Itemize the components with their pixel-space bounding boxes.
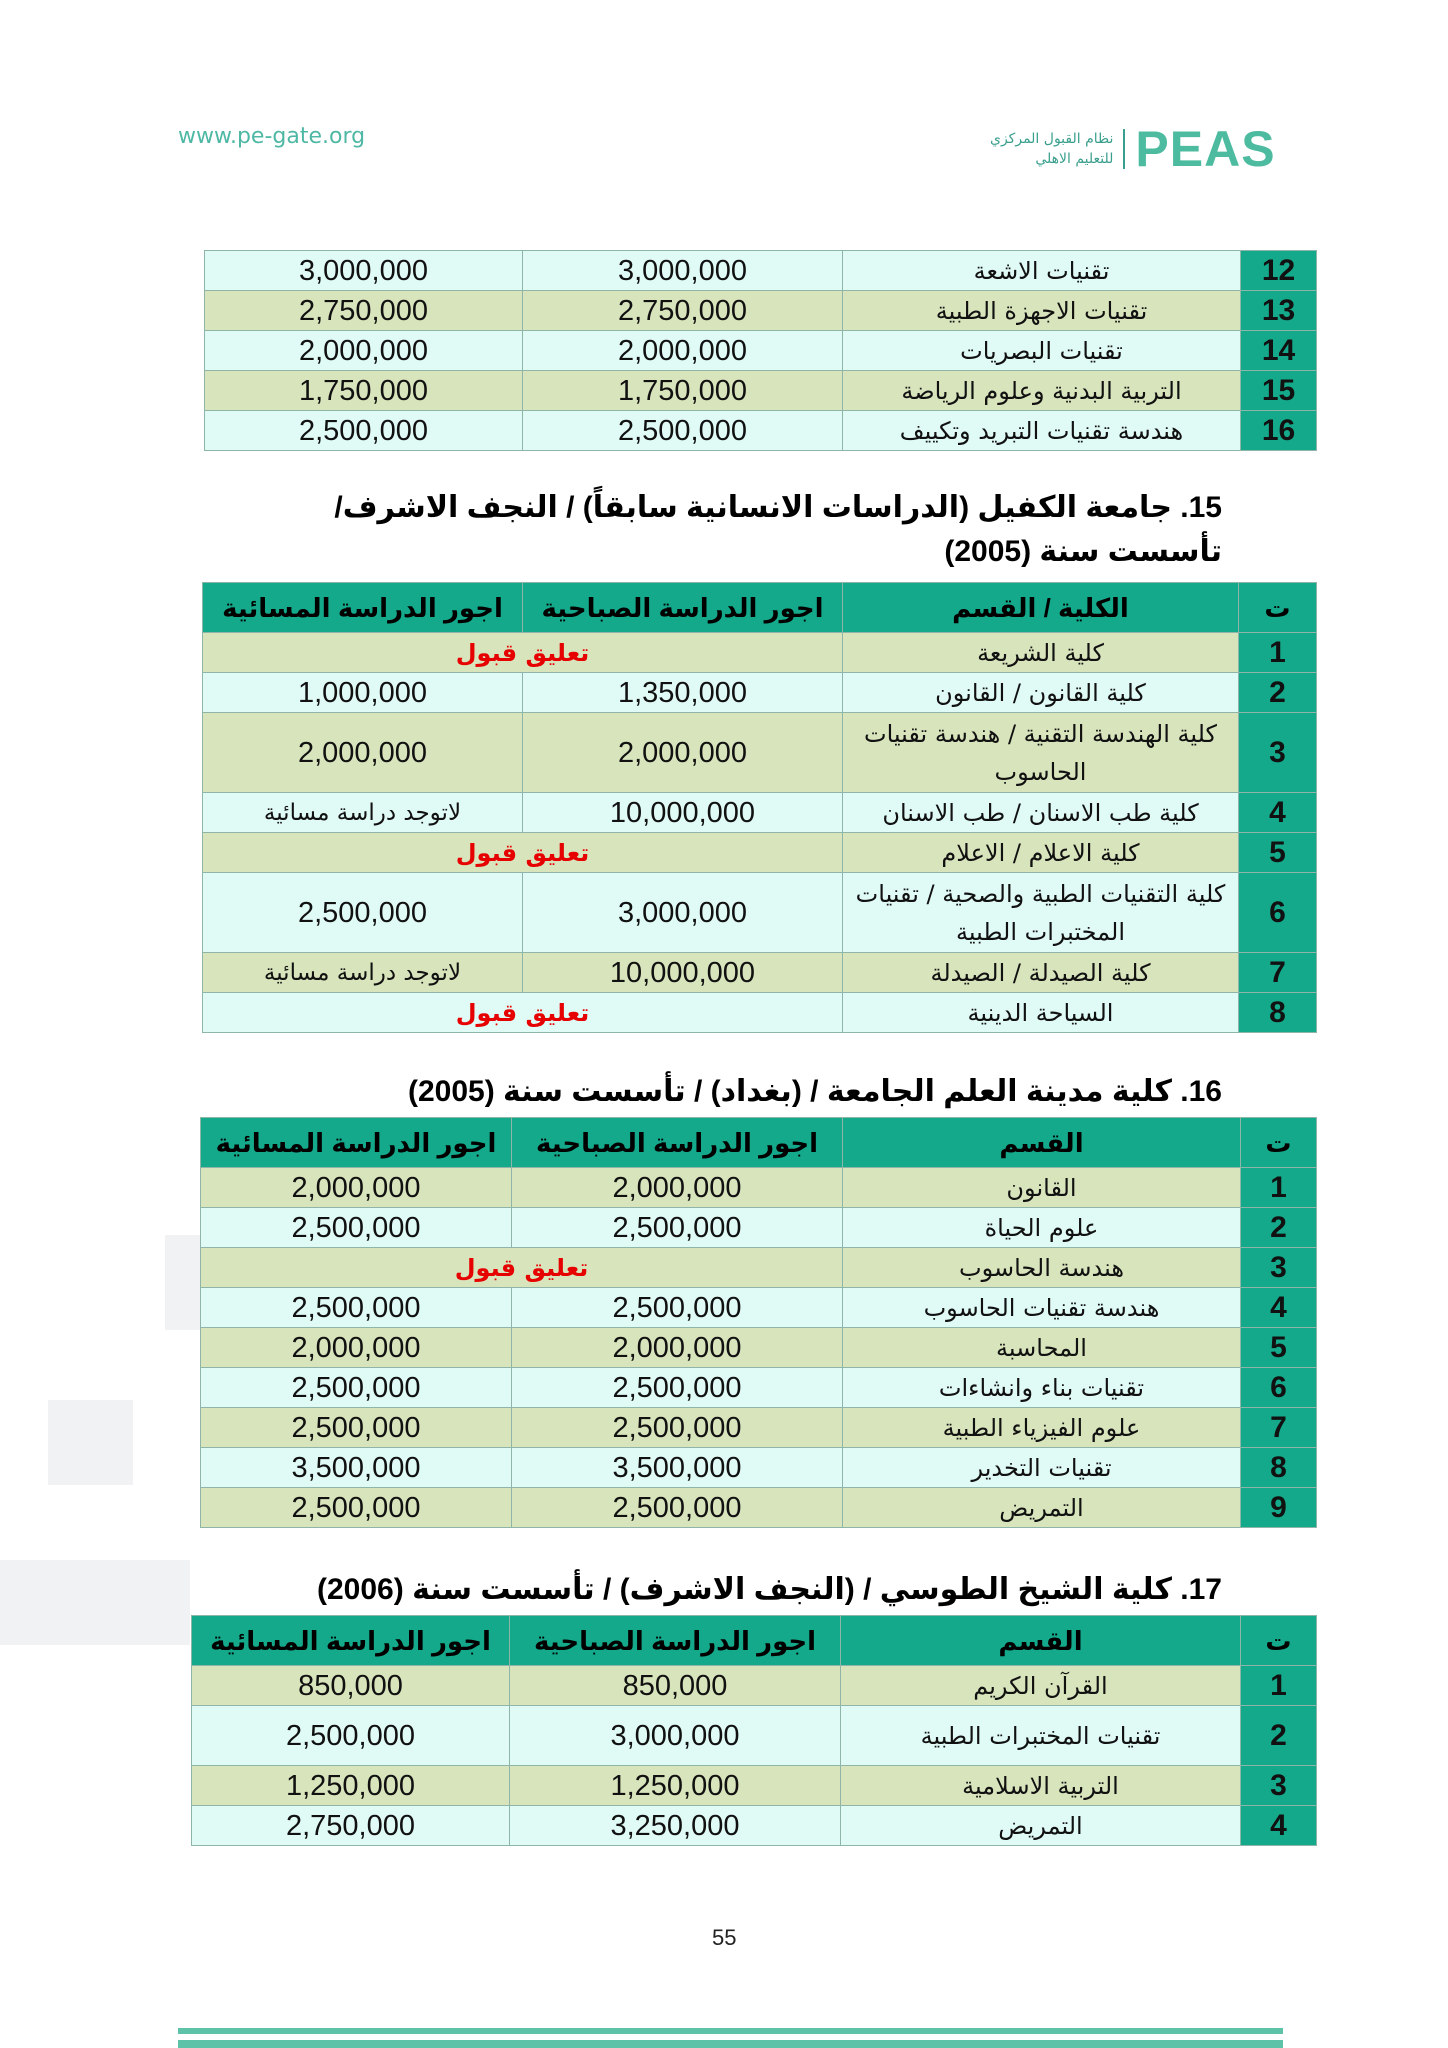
- row-number: 2: [1241, 1706, 1317, 1766]
- table-row: [203, 953, 1317, 993]
- row-number: 15: [1241, 371, 1317, 411]
- department-name: كلية الشريعة: [843, 633, 1239, 673]
- table-row: [203, 793, 1317, 833]
- section-16-title: 16. كلية مدينة العلم الجامعة / (بغداد) / تأسست سنة (2005): [407, 1075, 1222, 1108]
- department-name: التربية البدنية وعلوم الرياضة: [843, 371, 1241, 411]
- department-name: تقنيات البصريات: [843, 331, 1241, 371]
- peas-logo: [990, 120, 1276, 178]
- fees-table-sheikh-tusi: [191, 1615, 1317, 1846]
- department-name: المحاسبة: [843, 1328, 1241, 1368]
- department-name: التربية الاسلامية: [841, 1766, 1241, 1806]
- department-name: تقنيات التخدير: [843, 1448, 1241, 1488]
- table-row: [203, 713, 1317, 793]
- table-row: [203, 993, 1317, 1033]
- department-name: التمريض: [841, 1806, 1241, 1846]
- table-row: [205, 331, 1317, 371]
- department-name: هندسة الحاسوب: [843, 1248, 1241, 1288]
- table-row: [203, 873, 1317, 953]
- table-row: [201, 1328, 1317, 1368]
- morning-fee: 3,250,000: [510, 1806, 841, 1846]
- table-row: [192, 1666, 1317, 1706]
- section-17-title: 17. كلية الشيخ الطوسي / (النجف الاشرف) / تأسست سنة (2006): [317, 1573, 1222, 1606]
- table-row: [192, 1806, 1317, 1846]
- row-number: 2: [1241, 1208, 1317, 1248]
- admission-suspended-note: تعليق قبول: [203, 633, 843, 673]
- department-name: هندسة تقنيات الحاسوب: [843, 1288, 1241, 1328]
- row-number: 8: [1241, 1448, 1317, 1488]
- row-number: 3: [1241, 1248, 1317, 1288]
- logo-arabic-line1: نظام القبول المركزي: [990, 131, 1114, 147]
- watermark-block: [48, 1400, 133, 1485]
- admission-suspended-note: تعليق قبول: [201, 1248, 843, 1288]
- header-row: [203, 583, 1317, 633]
- fees-table-madinat-alelm: [200, 1117, 1317, 1528]
- column-header: ت: [1241, 1616, 1317, 1666]
- row-number: 6: [1239, 873, 1317, 953]
- table-row: [192, 1766, 1317, 1806]
- row-number: 4: [1239, 793, 1317, 833]
- morning-fee: 3,500,000: [512, 1448, 843, 1488]
- row-number: 3: [1241, 1766, 1317, 1806]
- column-header: اجور الدراسة المسائية: [192, 1616, 510, 1666]
- row-number: 1: [1239, 633, 1317, 673]
- evening-fee: 850,000: [192, 1666, 510, 1706]
- table-row: [201, 1248, 1317, 1288]
- morning-fee: 10,000,000: [523, 953, 843, 993]
- table-row: [201, 1368, 1317, 1408]
- evening-fee: لاتوجد دراسة مسائية: [203, 953, 523, 993]
- column-header: ت: [1239, 583, 1317, 633]
- row-number: 4: [1241, 1806, 1317, 1846]
- column-header: القسم: [841, 1616, 1241, 1666]
- morning-fee: 2,500,000: [512, 1368, 843, 1408]
- evening-fee: 2,750,000: [205, 291, 523, 331]
- morning-fee: 3,000,000: [523, 251, 843, 291]
- fees-table-continued: [204, 250, 1317, 451]
- evening-fee: 2,500,000: [201, 1488, 512, 1528]
- footer-line: [178, 2028, 1283, 2034]
- section-15-title: 15. جامعة الكفيل (الدراسات الانسانية سابقاً) / النجف الاشرف/ تأسست سنة (2005): [334, 491, 1222, 568]
- morning-fee: 850,000: [510, 1666, 841, 1706]
- table-row: [201, 1408, 1317, 1448]
- department-name: تقنيات المختبرات الطبية: [841, 1706, 1241, 1766]
- department-name: كلية طب الاسنان / طب الاسنان: [843, 793, 1239, 833]
- footer-bar: [178, 2040, 1283, 2048]
- row-number: 9: [1241, 1488, 1317, 1528]
- evening-fee: 2,500,000: [201, 1368, 512, 1408]
- table-row: [201, 1168, 1317, 1208]
- morning-fee: 1,350,000: [523, 673, 843, 713]
- header-row: [201, 1118, 1317, 1168]
- column-header: اجور الدراسة الصباحية: [512, 1118, 843, 1168]
- table-row: [205, 371, 1317, 411]
- evening-fee: 2,000,000: [201, 1328, 512, 1368]
- morning-fee: 3,000,000: [510, 1706, 841, 1766]
- table-row: [203, 633, 1317, 673]
- evening-fee: 2,500,000: [201, 1288, 512, 1328]
- admission-suspended-note: تعليق قبول: [203, 833, 843, 873]
- morning-fee: 2,500,000: [512, 1288, 843, 1328]
- column-header: اجور الدراسة المسائية: [203, 583, 523, 633]
- row-number: 7: [1241, 1408, 1317, 1448]
- department-name: التمريض: [843, 1488, 1241, 1528]
- department-name: علوم الفيزياء الطبية: [843, 1408, 1241, 1448]
- morning-fee: 10,000,000: [523, 793, 843, 833]
- table-row: [201, 1448, 1317, 1488]
- morning-fee: 1,250,000: [510, 1766, 841, 1806]
- column-header: القسم: [843, 1118, 1241, 1168]
- evening-fee: 3,000,000: [205, 251, 523, 291]
- morning-fee: 2,500,000: [512, 1408, 843, 1448]
- evening-fee: لاتوجد دراسة مسائية: [203, 793, 523, 833]
- column-header: اجور الدراسة المسائية: [201, 1118, 512, 1168]
- department-name: تقنيات الاجهزة الطبية: [843, 291, 1241, 331]
- column-header: اجور الدراسة الصباحية: [523, 583, 843, 633]
- morning-fee: 3,000,000: [523, 873, 843, 953]
- table-row: [203, 833, 1317, 873]
- website-url[interactable]: www.pe-gate.org: [178, 124, 366, 149]
- morning-fee: 2,000,000: [512, 1328, 843, 1368]
- column-header: ت: [1241, 1118, 1317, 1168]
- morning-fee: 2,000,000: [523, 713, 843, 793]
- evening-fee: 2,500,000: [192, 1706, 510, 1766]
- department-name: كلية الصيدلة / الصيدلة: [843, 953, 1239, 993]
- table-row: [201, 1288, 1317, 1328]
- department-name: السياحة الدينية: [843, 993, 1239, 1033]
- department-name: القانون: [843, 1168, 1241, 1208]
- logo-arabic-line2: للتعليم الاهلي: [1035, 151, 1114, 167]
- department-name: القرآن الكريم: [841, 1666, 1241, 1706]
- evening-fee: 2,750,000: [192, 1806, 510, 1846]
- row-number: 2: [1239, 673, 1317, 713]
- evening-fee: 1,000,000: [203, 673, 523, 713]
- row-number: 14: [1241, 331, 1317, 371]
- evening-fee: 2,500,000: [201, 1408, 512, 1448]
- row-number: 1: [1241, 1666, 1317, 1706]
- fees-table-alkafeel: [202, 582, 1317, 1033]
- department-name: كلية الهندسة التقنية / هندسة تقنيات الحاسوب: [843, 713, 1239, 793]
- row-number: 7: [1239, 953, 1317, 993]
- evening-fee: 1,250,000: [192, 1766, 510, 1806]
- table-row: [192, 1706, 1317, 1766]
- department-name: كلية التقنيات الطبية والصحية / تقنيات المختبرات الطبية: [843, 873, 1239, 953]
- department-name: تقنيات بناء وانشاءات: [843, 1368, 1241, 1408]
- department-name: هندسة تقنيات التبريد وتكييف: [843, 411, 1241, 451]
- morning-fee: 2,500,000: [512, 1488, 843, 1528]
- evening-fee: 2,500,000: [205, 411, 523, 451]
- row-number: 8: [1239, 993, 1317, 1033]
- row-number: 6: [1241, 1368, 1317, 1408]
- admission-suspended-note: تعليق قبول: [203, 993, 843, 1033]
- row-number: 13: [1241, 291, 1317, 331]
- watermark-block: [0, 1560, 190, 1645]
- header-row: [192, 1616, 1317, 1666]
- evening-fee: 2,000,000: [203, 713, 523, 793]
- logo-text: PEAS: [1135, 121, 1276, 177]
- page-number: 55: [712, 1925, 737, 1950]
- evening-fee: 2,500,000: [203, 873, 523, 953]
- row-number: 5: [1239, 833, 1317, 873]
- row-number: 4: [1241, 1288, 1317, 1328]
- column-header: الكلية / القسم: [843, 583, 1239, 633]
- morning-fee: 2,500,000: [523, 411, 843, 451]
- department-name: كلية الاعلام / الاعلام: [843, 833, 1239, 873]
- department-name: كلية القانون / القانون: [843, 673, 1239, 713]
- evening-fee: 1,750,000: [205, 371, 523, 411]
- row-number: 3: [1239, 713, 1317, 793]
- evening-fee: 2,500,000: [201, 1208, 512, 1248]
- morning-fee: 2,000,000: [523, 331, 843, 371]
- department-name: علوم الحياة: [843, 1208, 1241, 1248]
- row-number: 12: [1241, 251, 1317, 291]
- table-row: [203, 673, 1317, 713]
- department-name: تقنيات الاشعة: [843, 251, 1241, 291]
- row-number: 16: [1241, 411, 1317, 451]
- morning-fee: 2,000,000: [512, 1168, 843, 1208]
- table-row: [201, 1208, 1317, 1248]
- table-row: [201, 1488, 1317, 1528]
- row-number: 5: [1241, 1328, 1317, 1368]
- row-number: 1: [1241, 1168, 1317, 1208]
- morning-fee: 1,750,000: [523, 371, 843, 411]
- table-row: [205, 251, 1317, 291]
- table-row: [205, 411, 1317, 451]
- evening-fee: 2,000,000: [201, 1168, 512, 1208]
- table-row: [205, 291, 1317, 331]
- evening-fee: 2,000,000: [205, 331, 523, 371]
- logo-divider: [1123, 129, 1125, 169]
- morning-fee: 2,750,000: [523, 291, 843, 331]
- morning-fee: 2,500,000: [512, 1208, 843, 1248]
- evening-fee: 3,500,000: [201, 1448, 512, 1488]
- column-header: اجور الدراسة الصباحية: [510, 1616, 841, 1666]
